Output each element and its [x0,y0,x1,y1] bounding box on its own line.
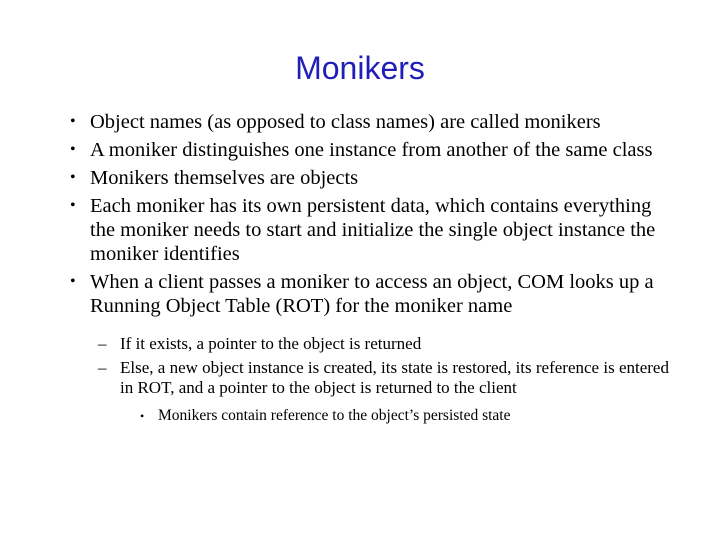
sub-bullet-text: Else, a new object instance is created, its state is restored, its reference is entered in ROT, and a pointer to the object is returned to the client [120,358,669,397]
sub-sub-bullet-item [140,406,670,426]
bullet-icon: • [70,169,76,186]
sub-sub-bullet-text: Monikers contain reference to the object’s persisted state [158,407,511,424]
bullet-item [70,166,670,190]
sub-bullet-item [98,334,670,354]
bullet-text: Object names (as opposed to class names) are called monikers [90,111,601,133]
bullet-text: A moniker distinguishes one instance from another of the same class [90,139,653,161]
bullet-list [70,110,670,318]
bullet-text: When a client passes a moniker to access an object, COM looks up a Running Object Table (ROT) for the moniker name [90,271,654,317]
dash-icon: – [98,334,107,353]
bullet-item [70,270,670,318]
bullet-icon: • [140,409,145,423]
dash-icon: – [98,358,107,377]
sub-sub-bullet-list [140,406,670,426]
bullet-text: Monikers themselves are objects [90,167,359,189]
sub-bullet-list [98,334,670,398]
bullet-item [70,194,670,266]
bullet-text: Each moniker has its own persistent data, which contains everything the moniker needs to start and initialize the single object instance the moniker identifies [90,195,656,265]
bullet-icon: • [70,273,76,290]
bullet-item [70,110,670,134]
bullet-icon: • [70,141,76,158]
bullet-icon: • [70,113,76,130]
sub-bullet-text: If it exists, a pointer to the object is returned [120,334,422,353]
slide-title: Monikers [295,50,425,86]
bullet-icon: • [70,197,76,214]
bullet-item [70,138,670,162]
sub-bullet-item [98,358,670,398]
slide-body [70,110,670,426]
